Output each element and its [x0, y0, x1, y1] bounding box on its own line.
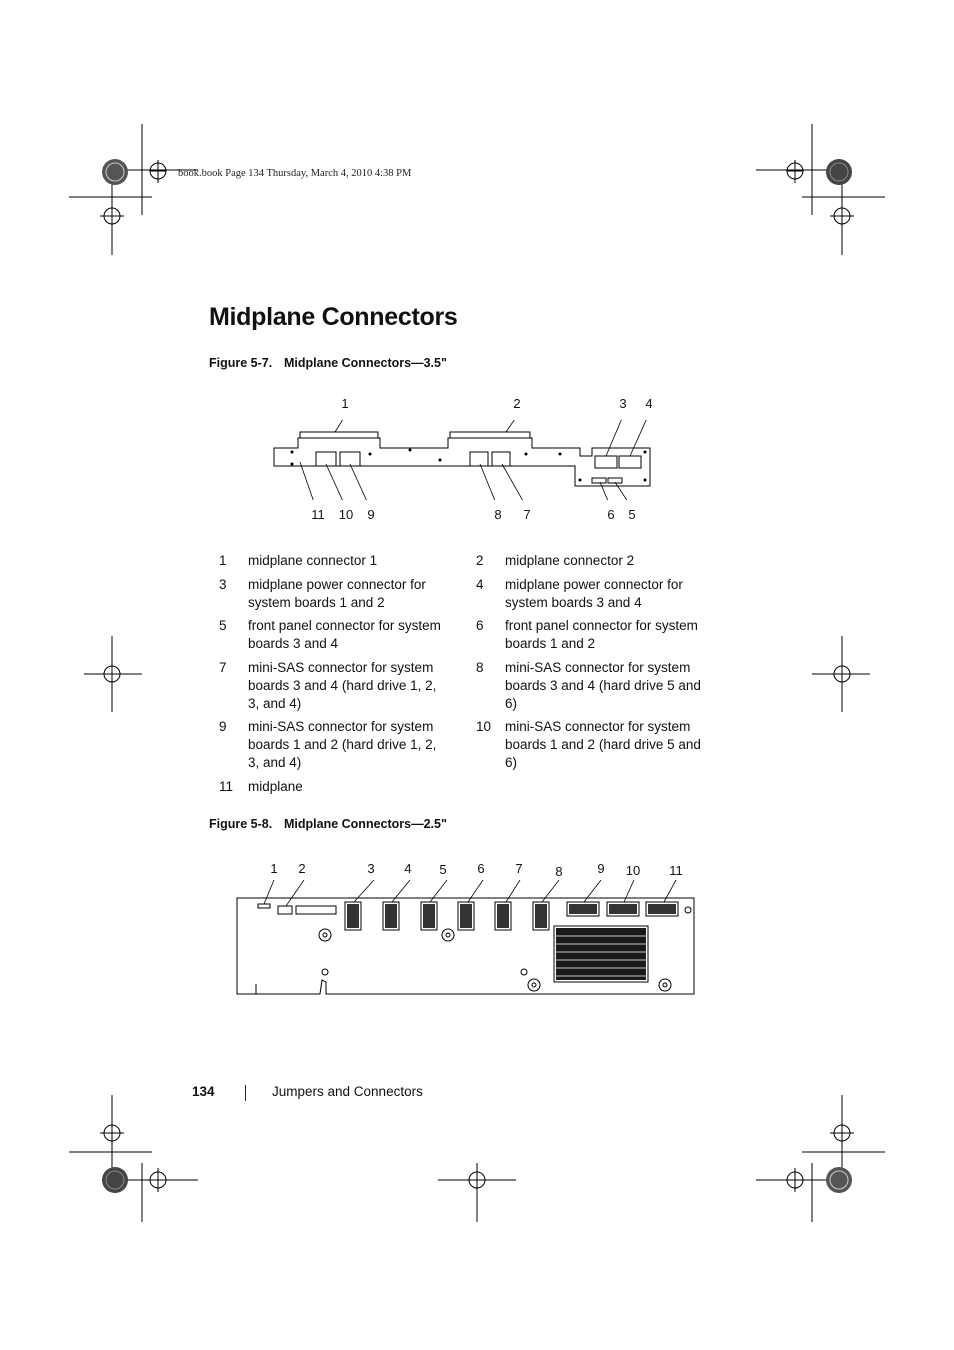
- legend-item: 3 midplane power connector for system boards 1 and 2: [219, 576, 426, 610]
- legend-row: [209, 659, 729, 712]
- callout-6: 6: [477, 861, 485, 876]
- callout-8: 8: [555, 864, 563, 879]
- callout-2: 2: [298, 861, 306, 876]
- callout-5: 5: [439, 862, 447, 877]
- legend-item: 5 front panel connector for system boards 3 and 4: [219, 618, 441, 652]
- callout-7: 7: [515, 861, 523, 876]
- callout-3: 3: [367, 861, 375, 876]
- page-title: Midplane Connectors: [209, 303, 458, 331]
- callout-1: 1: [270, 861, 278, 876]
- callout-8: 8: [494, 507, 502, 522]
- legend-item: 7 mini-SAS connector for system boards 3 and 4 (hard drive 1, 2, 3, and 4): [219, 659, 437, 711]
- legend-item: 6 front panel connector for system boards 1 and 2: [476, 618, 698, 652]
- legend-row: [209, 718, 729, 771]
- callout-3: 3: [619, 396, 627, 411]
- legend-item: 9 mini-SAS connector for system boards 1 and 2 (hard drive 1, 2, 3, and 4): [219, 719, 437, 770]
- figure-number: Figure 5-7.: [209, 356, 273, 370]
- legend-table: [209, 552, 729, 802]
- callout-1: 1: [341, 396, 349, 411]
- callout-9: 9: [367, 507, 375, 522]
- figure-caption-5-7: [209, 356, 447, 370]
- legend-row: [209, 576, 729, 612]
- callout-9: 9: [597, 861, 605, 876]
- callout-4: 4: [645, 396, 653, 411]
- callout-11: 11: [311, 507, 325, 522]
- callout-10: 10: [338, 507, 354, 522]
- legend-item: 2 midplane connector 2: [476, 553, 635, 568]
- legend-item: 1 midplane connector 1: [219, 553, 378, 568]
- midplane-2-5-diagram: [234, 880, 700, 1002]
- figure-number: Figure 5-8.: [209, 817, 273, 831]
- figure-title: Midplane Connectors—2.5": [284, 817, 447, 831]
- footer-section: Jumpers and Connectors: [272, 1084, 423, 1099]
- midplane-3-5-diagram: [270, 420, 660, 500]
- legend-row: [209, 617, 729, 653]
- legend-item: 11 midplane: [219, 778, 303, 794]
- header-stamp: book.book Page 134 Thursday, March 4, 2010 4:38 PM: [178, 168, 412, 179]
- page-number: 134: [192, 1084, 215, 1099]
- callout-4: 4: [404, 861, 412, 876]
- callout-11: 11: [669, 863, 683, 878]
- callout-5: 5: [628, 507, 636, 522]
- callout-2: 2: [513, 396, 521, 411]
- legend-item: 4 midplane power connector for system boards 3 and 4: [476, 576, 683, 610]
- legend-item: 8 mini-SAS connector for system boards 3 and 4 (hard drive 5 and 6): [476, 659, 701, 711]
- callout-10: 10: [625, 863, 641, 878]
- figure-title: Midplane Connectors—3.5": [284, 356, 447, 370]
- callout-7: 7: [523, 507, 531, 522]
- legend-item: 10 mini-SAS connector for system boards 1 and 2 (hard drive 5 and 6): [476, 719, 701, 770]
- callout-6: 6: [607, 507, 615, 522]
- legend-row: [209, 552, 729, 570]
- footer-divider: [245, 1085, 246, 1101]
- legend-row: [209, 778, 729, 796]
- figure-caption-5-8: [209, 817, 447, 831]
